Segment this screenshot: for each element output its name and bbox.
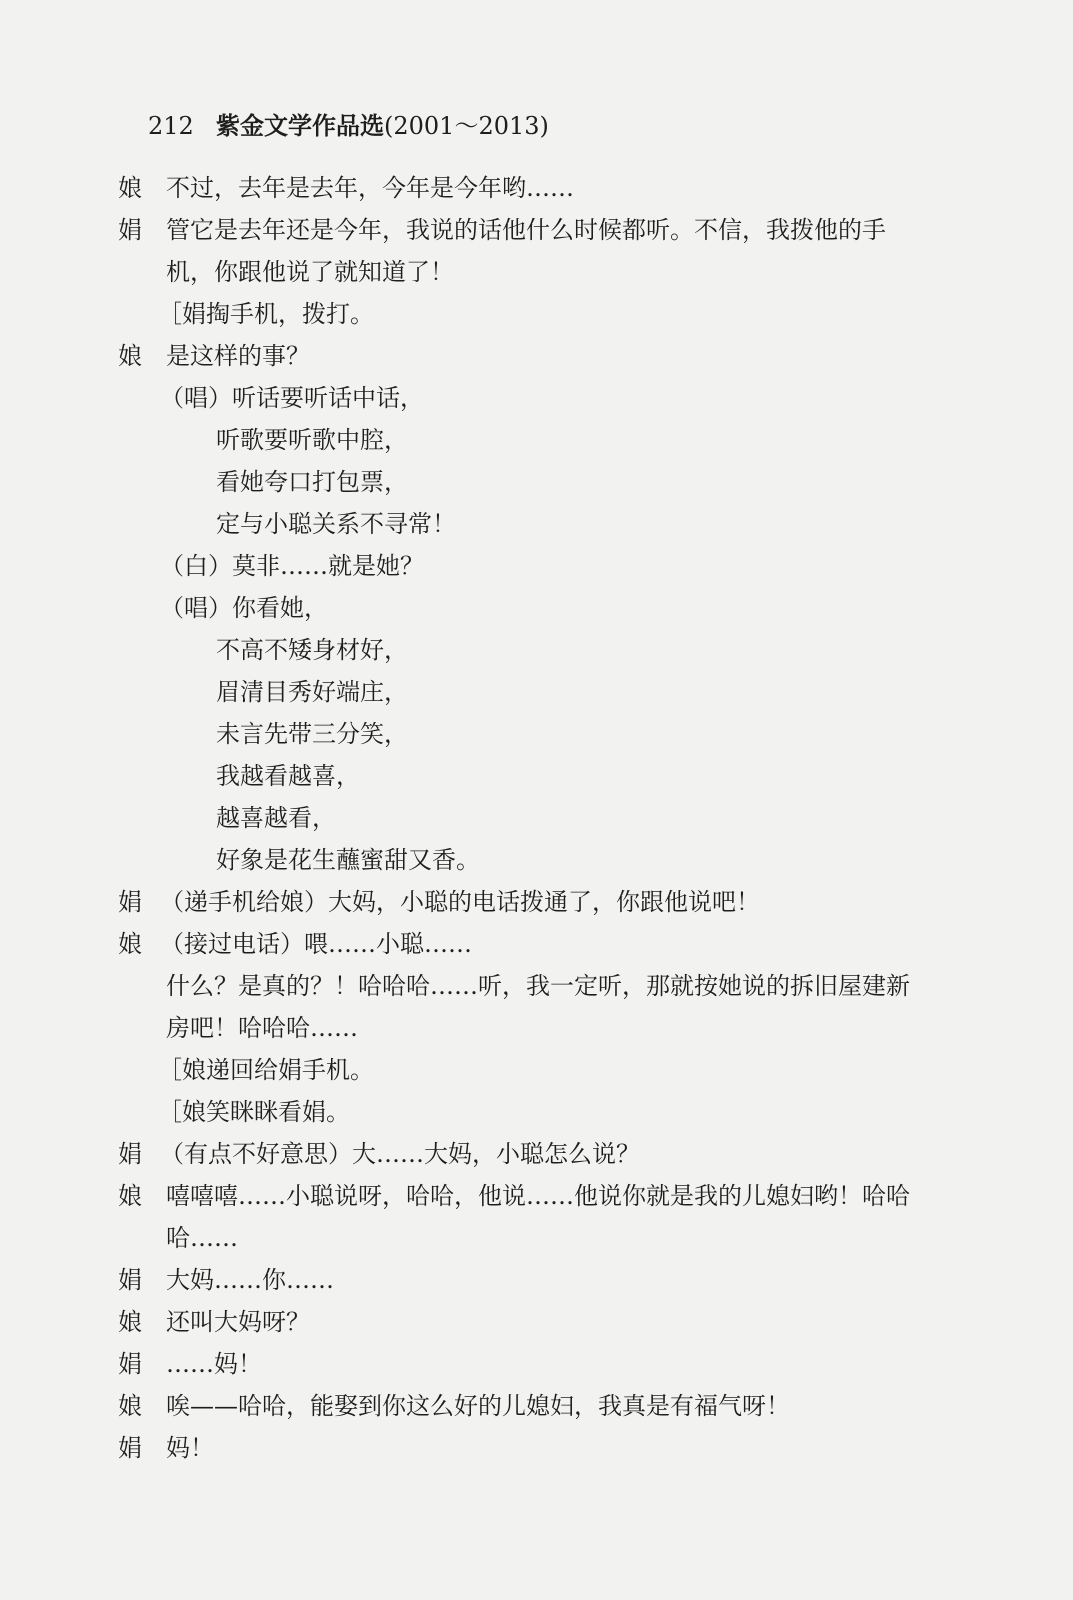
speaker-label: 娘 [118, 1308, 142, 1336]
script-line: 妈！ [166, 1434, 214, 1462]
script-line: 哈…… [166, 1224, 238, 1252]
script-line: 大妈……你…… [166, 1266, 334, 1294]
stage-direction: ［娟掏手机，拨打。 [158, 300, 374, 328]
speaker-label: 娘 [118, 930, 142, 958]
script-line: 不过，去年是去年，今年是今年哟…… [166, 174, 574, 202]
stage-direction: ［娘笑眯眯看娟。 [158, 1098, 350, 1126]
script-line: （接过电话）喂……小聪…… [160, 930, 472, 958]
song-line: 听歌要听歌中腔， [216, 426, 408, 454]
script-line: 房吧！哈哈哈…… [166, 1014, 358, 1042]
script-line: （递手机给娘）大妈，小聪的电话拨通了，你跟他说吧！ [160, 888, 760, 916]
speaker-label: 娟 [118, 1350, 142, 1378]
year-range: (2001～2013) [384, 112, 549, 140]
script-line: 还叫大妈呀？ [166, 1308, 310, 1336]
speaker-label: 娘 [118, 342, 142, 370]
book-title: 紫金文学作品选 [216, 111, 384, 140]
speaker-label: 娘 [118, 1182, 142, 1210]
script-line: 机，你跟他说了就知道了！ [166, 258, 454, 286]
song-line: 定与小聪关系不寻常！ [216, 510, 456, 538]
speaker-label: 娟 [118, 888, 142, 916]
script-line: 嘻嘻嘻……小聪说呀，哈哈，他说……他说你就是我的儿媳妇哟！哈哈 [166, 1182, 910, 1210]
script-line: ……妈！ [166, 1350, 262, 1378]
song-line: （唱）听话要听话中话， [160, 384, 424, 412]
song-line: 好象是花生蘸蜜甜又香。 [216, 846, 480, 874]
script-line: 是这样的事？ [166, 342, 310, 370]
speaker-label: 娘 [118, 1392, 142, 1420]
speaker-label: 娟 [118, 216, 142, 244]
script-line: （有点不好意思）大……大妈，小聪怎么说？ [160, 1140, 640, 1168]
running-head [148, 112, 549, 140]
stage-direction: ［娘递回给娟手机。 [158, 1056, 374, 1084]
script-line: 管它是去年还是今年，我说的话他什么时候都听。不信，我拨他的手 [166, 216, 886, 244]
song-line: 看她夸口打包票， [216, 468, 408, 496]
song-line: 越喜越看， [216, 804, 336, 832]
speaker-label: 娟 [118, 1434, 142, 1462]
song-line: （唱）你看她， [160, 594, 328, 622]
page-number: 212 [148, 112, 194, 140]
song-line: （白）莫非……就是她？ [160, 552, 424, 580]
song-line: 我越看越喜， [216, 762, 360, 790]
script-line: 什么？是真的？！哈哈哈……听，我一定听，那就按她说的拆旧屋建新 [166, 972, 910, 1000]
song-line: 未言先带三分笑， [216, 720, 408, 748]
speaker-label: 娟 [118, 1140, 142, 1168]
speaker-label: 娟 [118, 1266, 142, 1294]
song-line: 眉清目秀好端庄， [216, 678, 408, 706]
song-line: 不高不矮身材好， [216, 636, 408, 664]
script-line: 唉——哈哈，能娶到你这么好的儿媳妇，我真是有福气呀！ [166, 1392, 790, 1420]
speaker-label: 娘 [118, 174, 142, 202]
